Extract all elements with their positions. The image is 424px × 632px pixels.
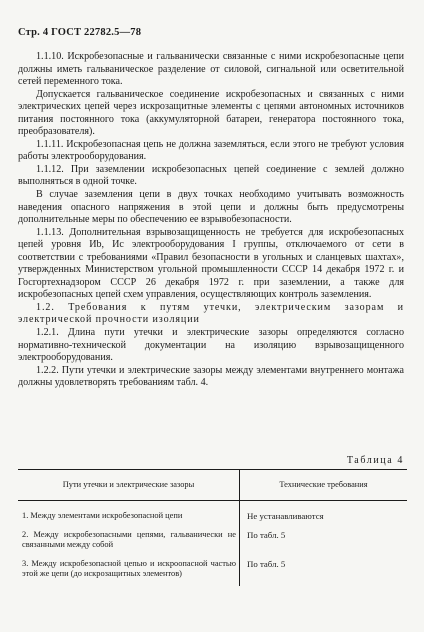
paragraph-1-1-12: 1.1.12. При заземлении искробезопасных цепей соединение с землей должно выполняться в одной точке. bbox=[18, 163, 404, 188]
table-cell-item: 2. Между искробезопасными цепями, гальванически не связанными между собой bbox=[18, 528, 240, 557]
table-cell-item: 3. Между искробезопасной цепью и искроопасной частью этой же цепи (до искрозащитных элементов) bbox=[18, 557, 240, 586]
table-caption: Таблица 4 bbox=[346, 455, 404, 466]
requirements-table bbox=[18, 469, 407, 586]
section-heading-1-2: 1.2. Требования к путям утечки, электрическим зазорам и электрической прочности изоляции bbox=[18, 301, 404, 326]
page-header: Стр. 4 ГОСТ 22782.5—78 bbox=[18, 27, 142, 38]
paragraph-1-1-13: 1.1.13. Дополнительная взрывозащищенность не требуется для искробезопасных цепей уровня Иb, Ис электрооборудования I группы, отключаемого от сети в соответствии с требованиями «Правил безопасности в угольных и сланцевых шахтах», утвержденных Министерством угольной промышленности СССР 14 декабря 1972 г. и Госгортехнадзором СССР 26 декабря 1972 г. при заземлении, а также для искробезопасных цепей схем управления, осуществляющих контроль заземления. bbox=[18, 226, 404, 301]
paragraph-galvanic-connection: Допускается гальваническое соединение искробезопасных и связанных с ними электрических цепей через искрозащитные элементы с цепями автономных источников питания постоянного тока (аккумуляторной батареи, генератора постоянного тока, преобразователя). bbox=[18, 88, 404, 138]
table-cell-requirement: По табл. 5 bbox=[247, 529, 286, 540]
column-header-requirements: Технические требования bbox=[240, 470, 408, 501]
table-row bbox=[18, 528, 407, 557]
table-row bbox=[18, 501, 407, 528]
table-header-row bbox=[18, 470, 407, 501]
document-body bbox=[18, 51, 404, 390]
table-cell-requirement: По табл. 5 bbox=[247, 558, 286, 569]
paragraph-1-2-2: 1.2.2. Пути утечки и электрические зазоры между элементами внутреннего монтажа должны удовлетворять требованиям табл. 4. bbox=[18, 364, 404, 389]
column-header-gaps: Пути утечки и электрические зазоры bbox=[18, 470, 240, 501]
paragraph-1-1-11: 1.1.11. Искробезопасная цепь не должна заземляться, если этого не требуют условия работы электрооборудования. bbox=[18, 138, 404, 163]
table-cell-item: 1. Между элементами искробезопасной цепи bbox=[18, 501, 240, 528]
paragraph-two-point-grounding: В случае заземления цепи в двух точках необходимо учитывать возможность наведения опасного напряжения в этой цепи и должны быть предусмотрены дополнительные меры по обеспечению ее взрывобезопасности. bbox=[18, 189, 404, 226]
table-row bbox=[18, 557, 407, 586]
paragraph-1-2-1: 1.2.1. Длина пути утечки и электрические зазоры определяются согласно нормативно-технической документации на изоляцию взрывозащищенного электрооборудования. bbox=[18, 327, 404, 364]
paragraph-1-1-10: 1.1.10. Искробезопасные и гальванически связанные с ними искробезопасные цепи должны иметь гальваническое разделение от силовой, сигнальной или осветительной сетей переменного тока. bbox=[18, 51, 404, 88]
table-cell-requirement: Не устанавливаются bbox=[247, 511, 324, 521]
